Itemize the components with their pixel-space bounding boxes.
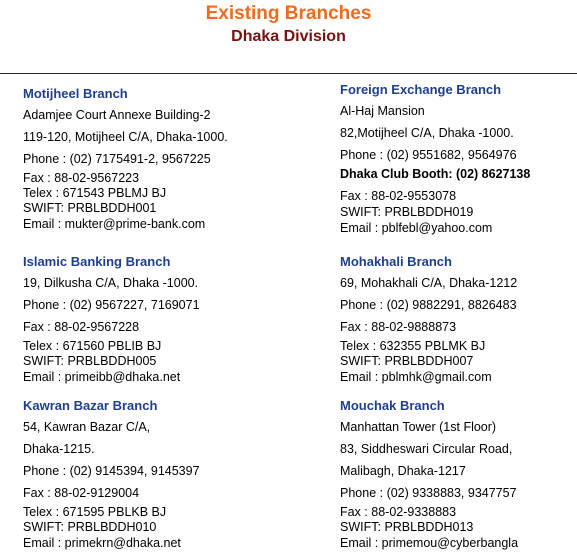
branch-name: Kawran Bazar Branch [23, 398, 158, 413]
page-title: Existing Branches [205, 3, 372, 24]
fax-line: Fax : 88-02-9567228 [23, 320, 140, 334]
divider [0, 73, 577, 74]
fax-line: Fax : 88-02-9338883 [340, 505, 457, 519]
branch-name: Mouchak Branch [340, 398, 445, 413]
email-line: Email : mukter@prime-bank.com [23, 217, 206, 231]
address-line: 69, Mohakhali C/A, Dhaka-1212 [340, 276, 518, 290]
phone-line: Phone : (02) 9551682, 9564976 [340, 148, 517, 162]
swift-line: SWIFT: PRBLBDDH013 [340, 520, 474, 534]
branch-name: Motijheel Branch [23, 86, 128, 101]
telex-line: Telex : 671595 PBLKB BJ [23, 505, 167, 519]
branch-name: Islamic Banking Branch [23, 254, 171, 269]
email-line: Email : pblmhk@gmail.com [340, 370, 492, 384]
fax-line: Fax : 88-02-9888873 [340, 320, 457, 334]
phone-line: Phone : (02) 9338883, 9347757 [340, 486, 517, 500]
address-line: Dhaka-1215. [23, 442, 95, 456]
branch-name: Mohakhali Branch [340, 254, 452, 269]
telex-line: Telex : 671560 PBLIB BJ [23, 339, 162, 353]
address-line: Adamjee Court Annexe Building-2 [23, 108, 211, 122]
swift-line: SWIFT: PRBLBDDH001 [23, 201, 157, 215]
swift-line: SWIFT: PRBLBDDH019 [340, 205, 474, 219]
telex-line: Telex : 632355 PBLMK BJ [340, 339, 486, 353]
address-line: Malibagh, Dhaka-1217 [340, 464, 466, 478]
email-line: Email : primemou@cyberbangla [340, 536, 519, 550]
address-line: 54, Kawran Bazar C/A, [23, 420, 151, 434]
address-line: 19, Dilkusha C/A, Dhaka -1000. [23, 276, 199, 290]
phone-line: Phone : (02) 7175491-2, 9567225 [23, 152, 211, 166]
address-line: 83, Siddheswari Circular Road, [340, 442, 513, 456]
email-line: Email : pblfebl@yahoo.com [340, 221, 493, 235]
branch-name: Foreign Exchange Branch [340, 82, 502, 97]
phone-line: Phone : (02) 9882291, 8826483 [340, 298, 517, 312]
swift-line: SWIFT: PRBLBDDH007 [340, 354, 474, 368]
address-line: Al-Haj Mansion [340, 104, 425, 118]
fax-line: Fax : 88-02-9567223 [23, 171, 140, 185]
address-line: Manhattan Tower (1st Floor) [340, 420, 497, 434]
phone-line: Phone : (02) 9567227, 7169071 [23, 298, 200, 312]
swift-line: SWIFT: PRBLBDDH005 [23, 354, 157, 368]
address-line: 82,Motijheel C/A, Dhaka -1000. [340, 126, 514, 140]
address-line: 119-120, Motijheel C/A, Dhaka-1000. [23, 130, 228, 144]
fax-line: Fax : 88-02-9553078 [340, 189, 457, 203]
telex-line: Telex : 671543 PBLMJ BJ [23, 186, 167, 200]
phone-line: Phone : (02) 9145394, 9145397 [23, 464, 200, 478]
fax-line: Fax : 88-02-9129004 [23, 486, 140, 500]
email-line: Email : primeibb@dhaka.net [23, 370, 181, 384]
page-subtitle: Dhaka Division [231, 28, 346, 45]
swift-line: SWIFT: PRBLBDDH010 [23, 520, 157, 534]
email-line: Email : primekrn@dhaka.net [23, 536, 181, 550]
club-booth-line: Dhaka Club Booth: (02) 8627138 [340, 167, 531, 181]
